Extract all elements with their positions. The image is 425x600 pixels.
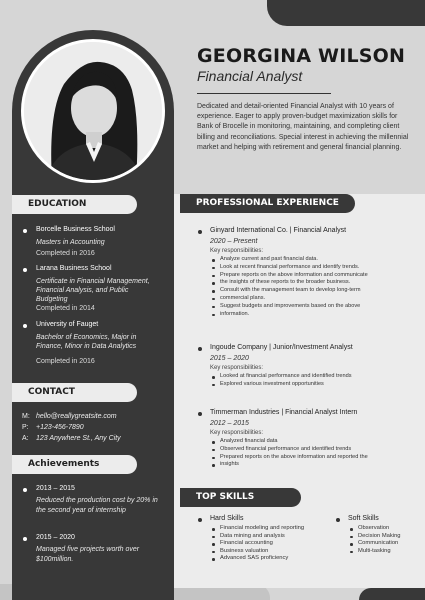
top-right-decoration bbox=[267, 0, 425, 26]
hard-skills-title: Hard Skills bbox=[210, 515, 244, 522]
contact-heading: CONTACT bbox=[12, 383, 137, 402]
bullet-icon bbox=[198, 412, 202, 416]
list-item: Looked at financial performance and identified trends bbox=[210, 373, 410, 381]
school-name: Larana Business School bbox=[36, 265, 112, 272]
job-company: Ingoude Company | Junior/Investment Analyst bbox=[210, 344, 353, 351]
job-dates: 2012 – 2015 bbox=[210, 420, 249, 427]
achievement-text: Managed five projects worth over $100million. bbox=[36, 546, 140, 563]
school-name: Borcelle Business School bbox=[36, 226, 115, 233]
experience-heading: PROFESSIONAL EXPERIENCE bbox=[180, 194, 355, 213]
contact-phone[interactable]: P: +123-456-7890 bbox=[22, 424, 84, 431]
bullet-icon bbox=[198, 230, 202, 234]
achievement-period: 2013 – 2015 bbox=[36, 485, 75, 492]
education-heading: EDUCATION bbox=[12, 195, 137, 214]
soft-skills-title: Soft Skills bbox=[348, 515, 379, 522]
achievement-period: 2015 – 2020 bbox=[36, 534, 75, 541]
list-item: Look at recent financial performance and identify trends. bbox=[210, 264, 410, 272]
contact-email[interactable]: M: hello@reallygreatsite.com bbox=[22, 413, 117, 420]
job-dates: 2015 – 2020 bbox=[210, 355, 249, 362]
responsibilities-list bbox=[210, 438, 410, 469]
soft-skills-list bbox=[348, 525, 425, 555]
skills-heading: TOP SKILLS bbox=[180, 488, 301, 507]
bullet-icon bbox=[23, 537, 27, 541]
list-item: Decision Making bbox=[348, 533, 425, 541]
bullet-icon bbox=[23, 229, 27, 233]
bullet-icon bbox=[23, 488, 27, 492]
candidate-name: GEORGINA WILSON bbox=[197, 45, 406, 67]
person-silhouette-icon bbox=[24, 42, 162, 180]
achievement-text: Reduced the production cost by 20% in the second year of internship bbox=[36, 497, 158, 514]
contact-address: A: 123 Anywhere St., Any City bbox=[22, 435, 121, 442]
list-item: Observed financial performance and identified trends bbox=[210, 446, 410, 454]
list-item: Communication bbox=[348, 540, 425, 548]
list-item: information. bbox=[210, 311, 410, 319]
list-item: Data mining and analysis bbox=[210, 533, 330, 541]
list-item: insights bbox=[210, 461, 410, 469]
responsibilities-list bbox=[210, 256, 410, 318]
responsibilities-list bbox=[210, 373, 410, 389]
list-item: Consult with the management team to develop long-term bbox=[210, 287, 410, 295]
completion-year: Completed in 2016 bbox=[36, 358, 95, 365]
bullet-icon bbox=[198, 518, 202, 522]
list-item: Analyzed financial data bbox=[210, 438, 410, 446]
list-item: Financial accounting bbox=[210, 540, 330, 548]
responsibilities-label: Key responsibilities: bbox=[210, 365, 264, 371]
list-item: Prepare reports on the above information and communicate bbox=[210, 272, 410, 280]
list-item: Explored various investment opportunities bbox=[210, 381, 410, 389]
profile-summary: Dedicated and detail-oriented Financial Analyst with 10 years of experience. Eager to apply proven-budget maximization skills for Bank of Brocelle in monitoring, maintaining, and completing client billing and reconciliations. Special interest in achieving the millennial market and helping with retirement and general financial planning. bbox=[197, 103, 409, 151]
school-name: University of Fauget bbox=[36, 321, 99, 328]
job-company: Ginyard International Co. | Financial Analyst bbox=[210, 227, 347, 234]
job-dates: 2020 – Present bbox=[210, 238, 258, 245]
completion-year: Completed in 2014 bbox=[36, 305, 95, 312]
profile-photo bbox=[21, 39, 165, 183]
list-item: commercial plans. bbox=[210, 295, 410, 303]
list-item: the insights of these reports to the broader business. bbox=[210, 279, 410, 287]
list-item: Advanced SAS proficiency bbox=[210, 555, 330, 563]
bullet-icon bbox=[336, 518, 340, 522]
degree: Certificate in Financial Management, Financial Analysis, and Public Budgeting bbox=[36, 278, 150, 303]
responsibilities-label: Key responsibilities: bbox=[210, 248, 264, 254]
degree: Masters in Accounting bbox=[36, 239, 105, 246]
bullet-icon bbox=[23, 268, 27, 272]
list-item: Multi-tasking bbox=[348, 548, 425, 556]
job-title: Financial Analyst bbox=[197, 68, 303, 84]
bullet-icon bbox=[23, 324, 27, 328]
list-item: Suggest budgets and improvements based on the above bbox=[210, 303, 410, 311]
bottom-right-decoration bbox=[359, 588, 425, 600]
degree: Bachelor of Economics, Major in Finance, Minor in Data Analytics bbox=[36, 334, 137, 350]
list-item: Financial modeling and reporting bbox=[210, 525, 330, 533]
list-item: Business valuation bbox=[210, 548, 330, 556]
completion-year: Completed in 2016 bbox=[36, 250, 95, 257]
list-item: Prepared reports on the above information and reported the bbox=[210, 454, 410, 462]
list-item: Analyze current and past financial data. bbox=[210, 256, 410, 264]
divider bbox=[197, 93, 331, 94]
list-item: Observation bbox=[348, 525, 425, 533]
achievements-heading: Achievements bbox=[12, 455, 137, 474]
bullet-icon bbox=[198, 347, 202, 351]
job-company: Timmerman Industries | Financial Analyst Intern bbox=[210, 409, 358, 416]
sidebar bbox=[12, 30, 174, 600]
hard-skills-list bbox=[210, 525, 330, 563]
responsibilities-label: Key responsibilities: bbox=[210, 430, 264, 436]
